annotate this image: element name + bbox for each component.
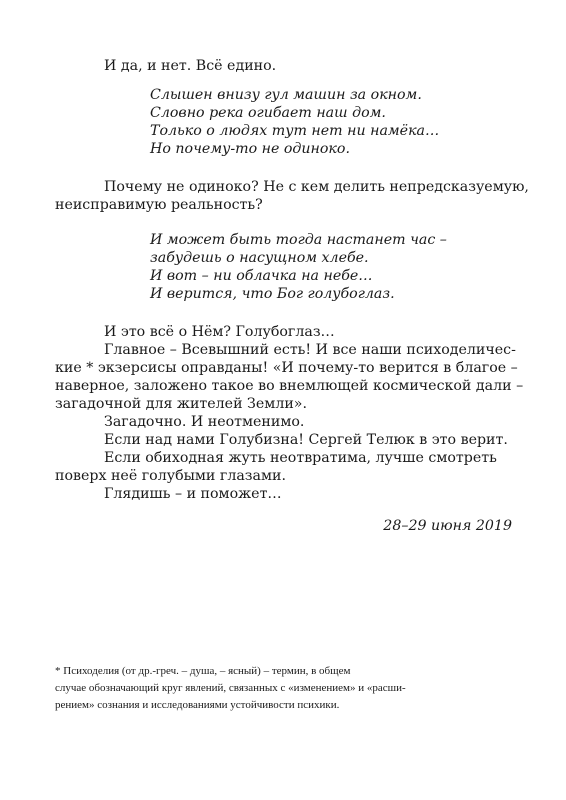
body-line-2: Главное – Всевышний есть! И все наши психоделичес- [104, 342, 516, 358]
paragraph-question-line-2: неисправимую реальность? [55, 197, 263, 213]
poem1-line-3: Только о людях тут нет ни намёка… [150, 123, 440, 139]
poem2-line-4: И верится, что Бог голубоглаз. [150, 286, 395, 302]
paragraph-intro: И да, и нет. Всё едино. [104, 58, 277, 74]
poem1-line-1: Слышен внизу гул машин за окном. [150, 87, 422, 103]
poem1-line-4: Но почему-то не одиноко. [150, 141, 350, 157]
body-line-5: загадочной для жителей Земли». [55, 396, 307, 412]
body-line-10: Глядишь – и поможет… [104, 486, 282, 502]
body-line-9: поверх неё голубыми глазами. [55, 468, 287, 484]
body-line-8: Если обиходная жуть неотвратима, лучше смотреть [104, 450, 497, 466]
poem2-line-2: забудешь о насущном хлебе. [150, 250, 369, 266]
footnote-line-3: рением» сознания и исследованиями устойчивости психики. [55, 699, 340, 711]
body-line-6: Загадочно. И неотменимо. [104, 414, 305, 430]
poem1-line-2: Словно река огибает наш дом. [150, 105, 386, 121]
body-line-4: наверное, заложено такое во внемлющей космической дали – [55, 378, 524, 394]
footnote [55, 664, 525, 724]
body-line-7: Если над нами Голубизна! Сергей Телюк в это верит. [104, 432, 508, 448]
date-signature: 28–29 июня 2019 [383, 518, 512, 534]
poem2-line-3: И вот – ни облачка на небе… [150, 268, 373, 284]
body-line-3: кие * экзерсисы оправданы! «И почему-то верится в благое – [55, 360, 518, 376]
poem2-line-1: И может быть тогда настанет час – [150, 232, 447, 248]
paragraph-question-line-1: Почему не одиноко? Не с кем делить непредсказуемую, [104, 179, 529, 195]
body-line-1: И это всё о Нём? Голубоглаз… [104, 324, 335, 340]
footnote-line-2: случае обозначающий круг явлений, связанных с «изменением» и «расши- [55, 682, 406, 694]
footnote-line-1: * Психоделия (от др.-греч. – душа, – ясный) – термин, в общем [55, 665, 351, 677]
